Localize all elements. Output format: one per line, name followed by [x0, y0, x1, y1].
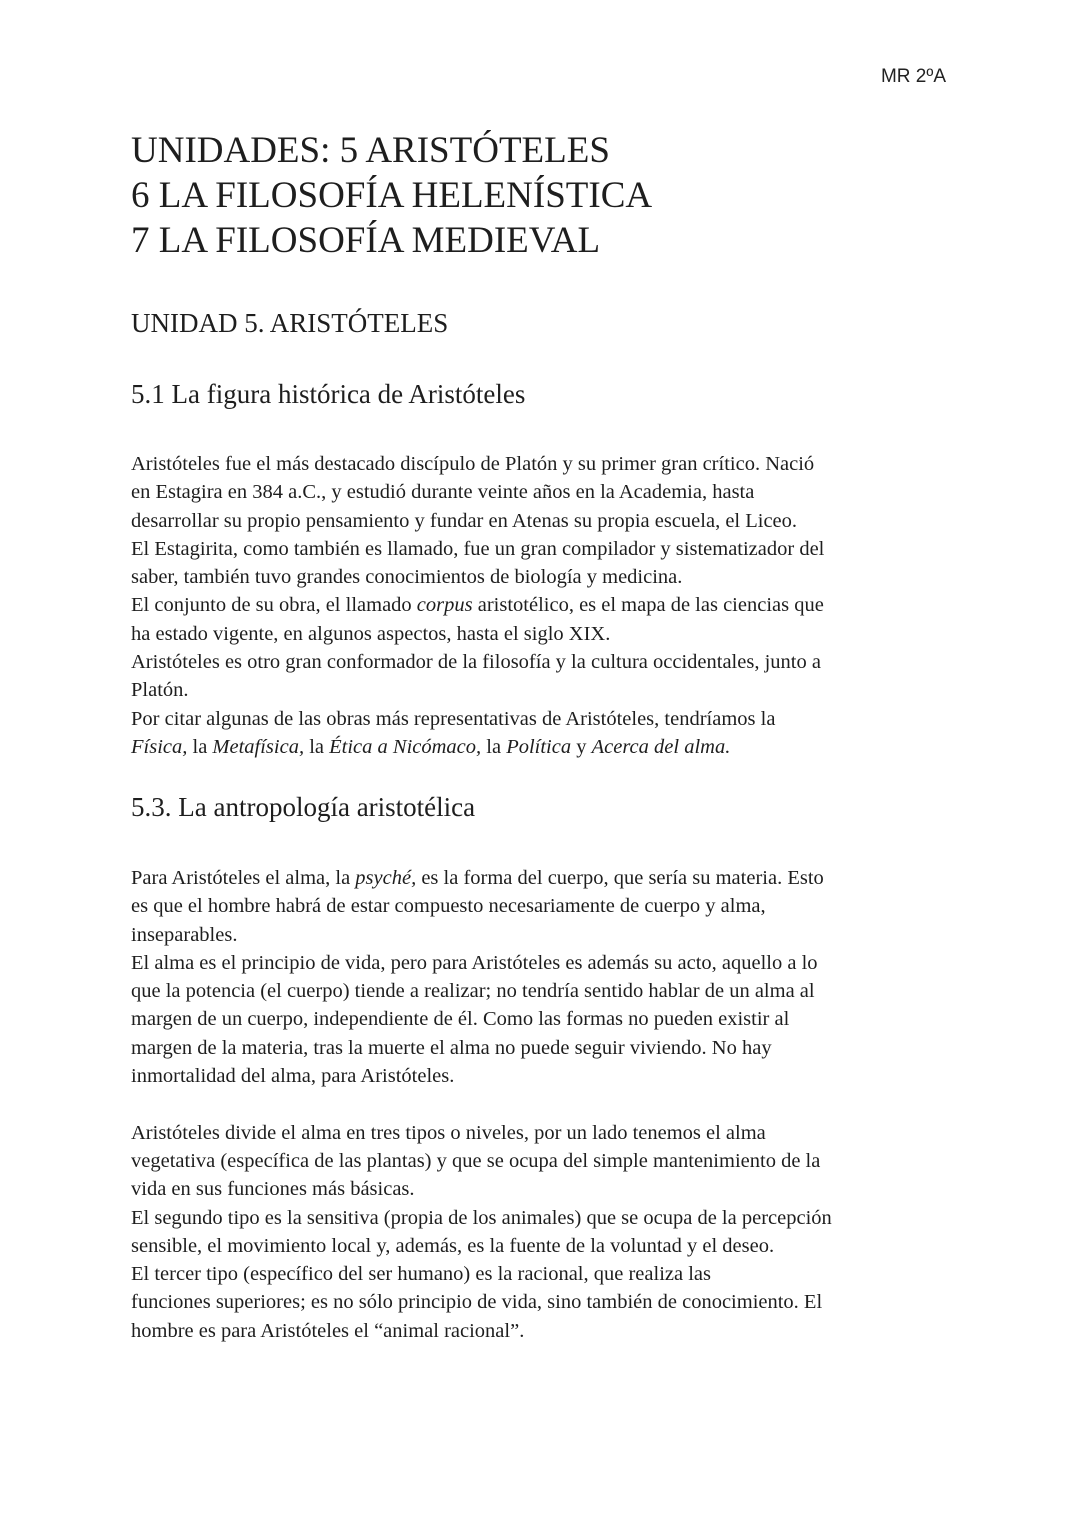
italic-work-title: Metafísica,	[212, 735, 305, 758]
text-segment: y	[571, 735, 592, 758]
italic-work-title: Física,	[131, 735, 188, 758]
text-line: Aristóteles fue el más destacado discípulo de Platón y su primer gran crítico. Nació	[131, 453, 815, 475]
text-line: en Estagira en 384 a.C., y estudió durante veinte años en la Academia, hasta	[131, 481, 755, 504]
title-line-1: UNIDADES: 5 ARISTÓTELES	[131, 130, 610, 171]
section-5-1-paragraph	[131, 450, 961, 761]
text-segment: la	[481, 735, 507, 758]
text-line: vegetativa (específica de las plantas) y que se ocupa del simple mantenimiento de la	[131, 1149, 821, 1172]
text-line: Aristóteles divide el alma en tres tipos o niveles, por un lado tenemos el alma	[131, 1121, 766, 1144]
text-line: funciones superiores; es no sólo principio de vida, sino también de conocimiento. El	[131, 1291, 823, 1314]
text-line: saber, también tuvo grandes conocimientos de biología y medicina.	[131, 566, 683, 589]
text-segment: la	[187, 735, 213, 758]
course-tag: MR 2ºA	[880, 66, 946, 87]
text-segment: aristotélico, es el mapa de las ciencias que	[472, 594, 824, 617]
italic-work-title: Política	[506, 735, 572, 758]
text-segment: El conjunto de su obra, el llamado	[131, 594, 417, 617]
text-line: inseparables.	[131, 923, 238, 946]
text-line: El tercer tipo (específico del ser humano) es la racional, que realiza las	[131, 1263, 711, 1286]
text-line: es que el hombre habrá de estar compuesto necesariamente de cuerpo y alma,	[131, 895, 766, 918]
text-line: Por citar algunas de las obras más representativas de Aristóteles, tendríamos la	[131, 707, 776, 730]
text-line	[131, 733, 961, 761]
text-line: hombre es para Aristóteles el “animal racional”.	[131, 1319, 525, 1342]
unit-heading: UNIDAD 5. ARISTÓTELES	[131, 308, 449, 338]
text-line: vida en sus funciones más básicas.	[131, 1178, 415, 1201]
italic-work-title: Acerca del alma.	[591, 735, 731, 758]
text-line: El alma es el principio de vida, pero para Aristóteles es además su acto, aquello a lo	[131, 951, 818, 974]
text-line: El segundo tipo es la sensitiva (propia de los animales) que se ocupa de la percepción	[131, 1206, 832, 1229]
italic-work-title: Ética a Nicómaco,	[329, 735, 482, 758]
section-heading-5-3: 5.3. La antropología aristotélica	[131, 792, 476, 822]
text-line: El Estagirita, como también es llamado, fue un gran compilador y sistematizador del	[131, 537, 825, 560]
document-title	[131, 128, 951, 263]
section-heading-5-1: 5.1 La figura histórica de Aristóteles	[131, 379, 526, 409]
text-line: margen de la materia, tras la muerte el alma no puede seguir viviendo. No hay	[131, 1036, 772, 1059]
text-line: sensible, el movimiento local y, además, es la fuente de la voluntad y el deseo.	[131, 1234, 775, 1257]
text-segment: es la forma del cuerpo, que sería su materia. Esto	[416, 867, 824, 889]
title-line-3: 7 LA FILOSOFÍA MEDIEVAL	[131, 220, 601, 261]
text-line: margen de un cuerpo, independiente de él. Como las formas no pueden existir al	[131, 1008, 790, 1031]
text-line: inmortalidad del alma, para Aristóteles.	[131, 1065, 455, 1088]
title-line-2: 6 LA FILOSOFÍA HELENÍSTICA	[131, 175, 653, 216]
text-segment: la	[304, 735, 330, 758]
text-line: ha estado vigente, en algunos aspectos, hasta el siglo XIX.	[131, 622, 611, 645]
text-line: Aristóteles es otro gran conformador de la filosofía y la cultura occidentales, junto a	[131, 651, 821, 674]
text-line	[131, 591, 961, 619]
paragraph-gap	[131, 1090, 961, 1118]
text-line: desarrollar su propio pensamiento y fundar en Atenas su propia escuela, el Liceo.	[131, 509, 798, 532]
text-line	[131, 864, 961, 892]
text-line: que la potencia (el cuerpo) tiende a realizar; no tendría sentido hablar de un alma al	[131, 980, 815, 1003]
text-line: Platón.	[131, 679, 189, 702]
italic-term: psyché,	[355, 867, 417, 889]
italic-term: corpus	[416, 594, 473, 617]
text-segment: Para Aristóteles el alma, la	[131, 867, 356, 889]
section-5-3-paragraph-1	[131, 864, 961, 1345]
